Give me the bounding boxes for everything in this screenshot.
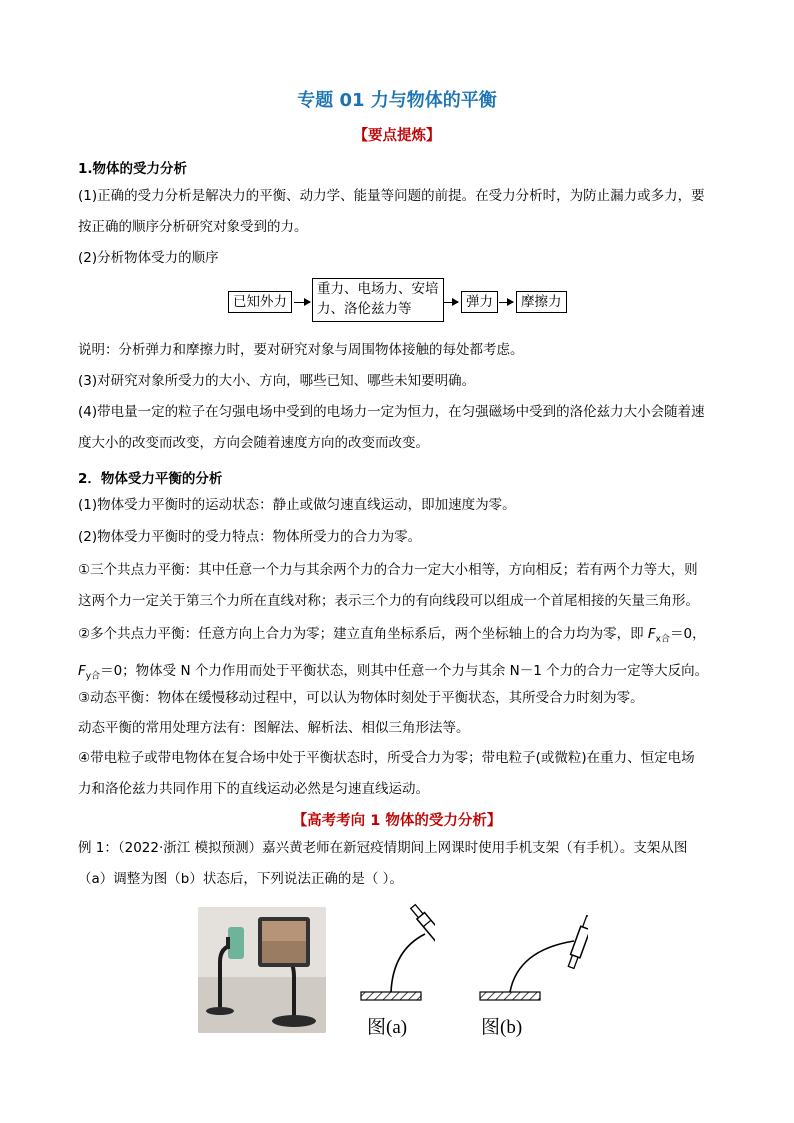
heading-equilibrium: 2．物体受力平衡的分析 — [78, 471, 223, 487]
force-order-flowchart — [228, 278, 568, 328]
equilibrium-p2: (2)物体受力平衡时的受力特点：物体所受力的合力为零。 — [78, 529, 422, 545]
flow-box-field-forces-line-1: 重力、电场力、安培 — [317, 281, 439, 297]
paragraph-1-line-2: 按正确的顺序分析研究对象受到的力。 — [78, 219, 308, 235]
paragraph-4-line-2: 度大小的改变而改变，方向会随着速度方向的改变而改变。 — [78, 435, 429, 451]
flow-arrow-3 — [499, 302, 513, 303]
equilibrium-c1-line-2: 这两个力一定关于第三个力所在直线对称；表示三个力的有向线段可以组成一个首尾相接的矢量三角形。 — [78, 593, 699, 609]
equilibrium-c3: ③动态平衡：物体在缓慢移动过程中，可以认为物体时刻处于平衡状态，其所受合力时刻为零。 — [78, 690, 644, 706]
page-title: 专题 01 力与物体的平衡 — [297, 90, 497, 111]
equilibrium-c1 — [78, 555, 720, 617]
equilibrium-p1: (1)物体受力平衡时的运动状态：静止或做匀速直线运动，即加速度为零。 — [78, 497, 516, 513]
section-tag-key-points: 【要点提炼】 — [353, 128, 441, 144]
example-1 — [78, 833, 720, 895]
c2-text-2: ＝0；物体受 N 个力作用而处于平衡状态，则其中任意一个力与其余 N－1 个力的合力一定等大反向。 — [100, 662, 709, 679]
example-1-line-1: 例 1：（2022·浙江 模拟预测）嘉兴黄老师在新冠疫情期间上网课时使用手机支架（有手机）。支架从图 — [78, 840, 688, 856]
equilibrium-c1-line-1: ①三个共点力平衡：其中任意一个力与其余两个力的合力一定大小相等，方向相反；若有两个力等大，则 — [78, 562, 698, 578]
c2-text: ②多个共点力平衡：任意方向上合力为零；建立直角坐标系后，两个坐标轴上的合力均为零，即 — [78, 626, 648, 642]
flow-box-known-forces: 已知外力 — [228, 291, 292, 313]
flow-arrow-1 — [294, 302, 310, 303]
section-tag-exam-direction: 【高考考向 1 物体的受力分析】 — [292, 813, 502, 829]
caption-figure-b: 图(b) — [481, 1017, 523, 1038]
example-1-line-2: （a）调整为图（b）状态后，下列说法正确的是（ ）。 — [78, 871, 403, 887]
c2-text-end: ＝0， — [670, 626, 706, 642]
flow-box-field-forces — [312, 278, 444, 322]
caption-figure-a: 图(a) — [367, 1017, 408, 1038]
flow-box-field-forces-line-2: 力、洛伦兹力等 — [317, 301, 412, 317]
phone-stand-photo — [198, 907, 326, 1033]
paragraph-4 — [78, 397, 720, 459]
stand-diagram-b — [478, 915, 588, 1010]
equilibrium-c4-line-2: 力和洛伦兹力共同作用下的直线运动必然是匀速直线运动。 — [78, 781, 429, 797]
sub-x: x合 — [655, 634, 670, 645]
flow-box-friction: 摩擦力 — [516, 291, 567, 313]
note: 说明：分析弹力和摩擦力时，要对研究对象与周围物体接触的每处都考虑。 — [78, 342, 524, 358]
var-f-y: F — [78, 662, 86, 679]
paragraph-1 — [78, 181, 720, 243]
paragraph-1-line-1: (1)正确的受力分析是解决力的平衡、动力学、能量等问题的前提。在受力分析时，为防止漏力或多力，要 — [78, 188, 705, 204]
stand-diagram-a — [355, 900, 435, 1010]
paragraph-2: (2)分析物体受力的顺序 — [78, 250, 219, 266]
heading-force-analysis: 1.物体的受力分析 — [78, 161, 188, 177]
flow-arrow-2 — [444, 302, 458, 303]
equilibrium-c3b: 动态平衡的常用处理方法有：图解法、解析法、相似三角形法等。 — [78, 720, 470, 736]
paragraph-3: (3)对研究对象所受力的大小、方向，哪些已知、哪些未知要明确。 — [78, 373, 476, 389]
equilibrium-c2-line-1 — [78, 619, 720, 656]
equilibrium-c2 — [78, 619, 720, 692]
equilibrium-c4-line-1: ④带电粒子或带电物体在复合场中处于平衡状态时，所受合力为零；带电粒子(或微粒)在重力、恒定电场 — [78, 750, 695, 766]
equilibrium-c4 — [78, 743, 720, 805]
flow-box-elastic-force: 弹力 — [461, 291, 498, 313]
var-f: F — [647, 626, 656, 642]
paragraph-4-line-1: (4)带电量一定的粒子在匀强电场中受到的电场力一定为恒力，在匀强磁场中受到的洛伦兹力大小会随着速 — [78, 404, 705, 420]
phone-stand-photo-drawing — [198, 907, 326, 1033]
sub-y: y合 — [85, 671, 101, 682]
